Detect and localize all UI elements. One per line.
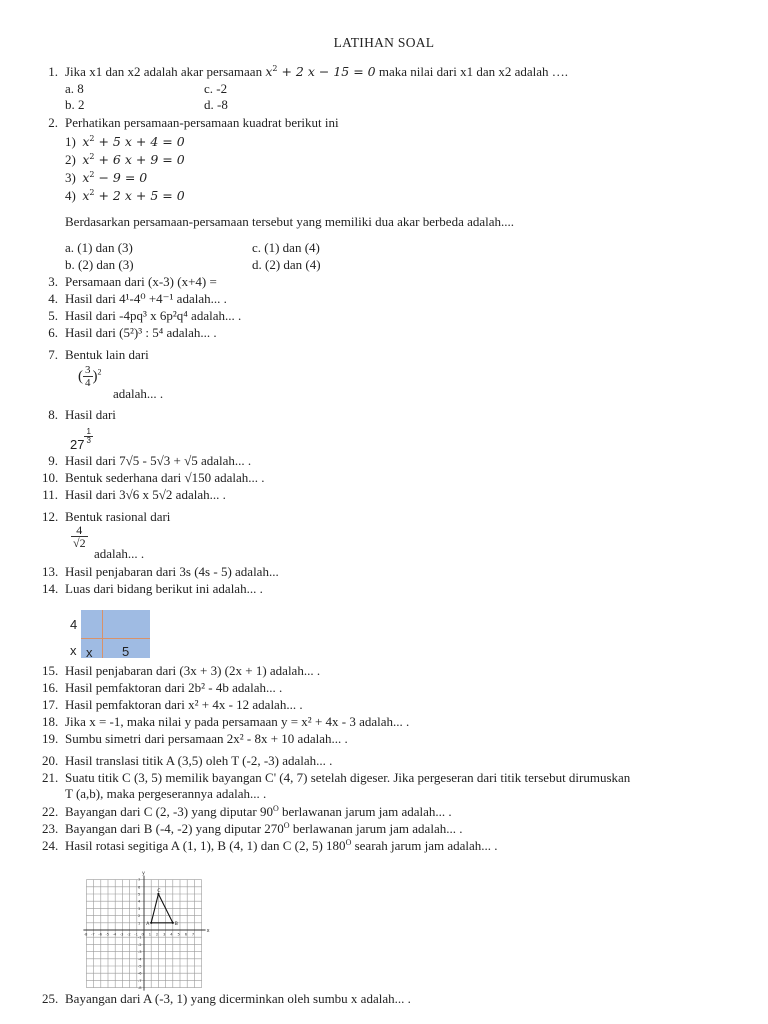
option-a: a. (1) dan (3)	[65, 240, 133, 255]
label-x-bottom: x	[86, 645, 93, 660]
y-tick-label: 3	[138, 906, 141, 911]
question-number: 7.	[48, 347, 58, 362]
y-tick-label: -7	[138, 978, 142, 983]
vertex-label: A	[146, 921, 150, 927]
question-number: 10.	[42, 470, 59, 485]
question-text: Bentuk rasional dari	[65, 509, 171, 524]
divider-horizontal	[81, 638, 150, 639]
y-tick-label: -3	[138, 950, 142, 955]
x-tick-label: -6	[98, 932, 102, 937]
question-number: 3.	[48, 274, 58, 289]
x-tick-label: -8	[83, 932, 88, 937]
question-number: 21.	[42, 770, 59, 785]
question-number: 20.	[42, 753, 59, 768]
x-tick-label: -7	[91, 932, 95, 937]
question-number: 23.	[42, 821, 59, 836]
question-text: Hasil dari	[65, 407, 116, 422]
option-b: b. (2) dan (3)	[65, 257, 134, 272]
y-tick-label: 5	[138, 892, 141, 897]
x-tick-label: -1	[134, 932, 138, 937]
question-text: Hasil dari 4¹-4⁰ +4⁻¹ adalah... .	[65, 291, 227, 306]
page-title: LATIHAN SOAL	[333, 35, 435, 50]
x-tick-label: -3	[119, 932, 124, 937]
question-text: Perhatikan persamaan-persamaan kuadrat berikut ini	[65, 115, 339, 130]
vertex-label: B	[174, 921, 178, 927]
question-number: 11.	[42, 487, 58, 502]
question-text-cont: maka nilai dari x1 dan x2 adalah ….	[378, 64, 569, 79]
y-tick-label: -4	[138, 957, 142, 962]
question-number: 24.	[42, 838, 59, 853]
y-axis-label: y	[142, 870, 145, 877]
question-text-cont: adalah... .	[113, 386, 164, 401]
question-text: Hasil dari -4pq³ x 6p²q⁴ adalah... .	[65, 308, 242, 323]
question-text: Bayangan dari C (2, -3) yang diputar $90^O$ berlawanan jarum jam adalah... .	[65, 804, 452, 819]
question-text: Suatu titik C (3, 5) memilik bayangan C' (4, 7) setelah digeser. Jika pergeseran dari titik tersebut dirumuskan	[65, 770, 631, 785]
option-b: b. 2	[65, 97, 85, 112]
question-text: Hasil dari 3√6 x 5√2 adalah... .	[65, 487, 226, 502]
x-tick-label: 6	[184, 932, 187, 937]
question-text: Luas dari bidang berikut ini adalah... .	[65, 581, 263, 596]
x-tick-label: -5	[105, 932, 110, 937]
option-a: a. 8	[65, 81, 84, 96]
question-number: 1.	[48, 64, 58, 79]
y-tick-label: 4	[138, 899, 141, 904]
label-4: 4	[70, 617, 78, 632]
fraction-expression: ( $\frac{3}{4}$ )$^2$	[78, 364, 102, 389]
question-text: Bayangan dari B (-4, -2) yang diputar $270^O$ berlawanan jarum jam adalah... .	[65, 821, 463, 836]
option-d: d. (2) dan (4)	[252, 257, 321, 272]
question-text: Bentuk lain dari	[65, 347, 149, 362]
question-text: Jika x1 dan x2 adalah akar persamaan	[65, 64, 263, 79]
triangle-vertex	[172, 922, 174, 924]
y-tick-label: -8	[138, 986, 142, 991]
label-5: 5	[122, 644, 130, 659]
question-text: Hasil rotasi segitiga A (1, 1), B (4, 1) dan C (2, 5) $180^O$ searah jarum jam adalah... .	[65, 838, 498, 853]
question-number: 16.	[42, 680, 59, 695]
question-number: 2.	[48, 115, 58, 130]
question-text-cont: T (a,b), maka pergeserannya adalah... .	[65, 786, 267, 801]
equation-item: 2) $x^2 + 6$ x + 9 = 0	[65, 152, 185, 167]
y-tick-label: -5	[138, 964, 142, 969]
equation-item: 4) $x^2 + 2$ x + 5 = 0	[65, 188, 185, 203]
question-number: 5.	[48, 308, 58, 323]
x-tick-label: 2	[155, 932, 159, 937]
label-x-left: x	[70, 643, 77, 658]
question-number: 14.	[42, 581, 59, 596]
question-number: 25.	[42, 991, 59, 1006]
option-d: d. -8	[204, 97, 228, 112]
question-number: 12.	[42, 509, 59, 524]
question-number: 18.	[42, 714, 59, 729]
y-tick-label: 1	[138, 921, 141, 926]
question-number: 17.	[42, 697, 59, 712]
power-expression: 27 $\frac{1}{3}$	[70, 427, 91, 452]
x-tick-label: 7	[191, 932, 195, 937]
option-c: c. (1) dan (4)	[252, 240, 320, 255]
y-tick-label: 7	[138, 878, 141, 883]
question-number: 9.	[48, 453, 58, 468]
question-text: Hasil penjabaran dari 3s (4s - 5) adalah...	[65, 564, 279, 579]
equation: $x^2 + 2$ x − 15 = 0	[265, 64, 376, 79]
question-number: 4.	[48, 291, 58, 306]
question-number: 22.	[42, 804, 59, 819]
question-number: 15.	[42, 663, 59, 678]
vertex-label: C	[157, 889, 161, 894]
x-tick-label: -2	[127, 932, 131, 937]
equation-item: 1) $x^2 + 5$ x + 4 = 0	[65, 134, 185, 149]
equation-item: 3) $x^2 - 9 = 0$	[65, 170, 148, 185]
question-text: Persamaan dari (x-3) (x+4) =	[65, 274, 217, 289]
y-tick-label: -1	[138, 935, 142, 940]
y-tick-label: -2	[138, 942, 142, 947]
x-tick-label: 4	[170, 932, 173, 937]
question-number: 13.	[42, 564, 59, 579]
x-tick-label: 3	[163, 932, 166, 937]
question-text: Berdasarkan persamaan-persamaan tersebut yang memiliki dua akar berbeda adalah....	[65, 214, 515, 229]
x-tick-label: 1	[148, 932, 151, 937]
question-text: Sumbu simetri dari persamaan 2x² - 8x + 10 adalah... .	[65, 731, 348, 746]
coordinate-graph	[78, 868, 210, 991]
x-tick-label: 0	[141, 932, 144, 937]
x-axis-label: x	[206, 928, 210, 934]
option-c: c. -2	[204, 81, 228, 96]
x-tick-label: 5	[177, 932, 180, 937]
question-text: Hasil penjabaran dari (3x + 3) (2x + 1) adalah... .	[65, 663, 321, 678]
question-text: Bentuk sederhana dari √150 adalah... .	[65, 470, 265, 485]
question-text: Hasil dari (5²)³ : 5⁴ adalah... .	[65, 325, 217, 340]
divider-vertical	[102, 610, 103, 658]
question-number: 6.	[48, 325, 58, 340]
y-tick-label: 6	[138, 885, 141, 890]
question-text: Hasil translasi titik A (3,5) oleh T (-2, -3) adalah... .	[65, 753, 333, 768]
question-number: 8.	[48, 407, 58, 422]
question-text: Hasil pemfaktoran dari 2b² - 4b adalah... .	[65, 680, 283, 695]
y-tick-label: 2	[138, 914, 141, 919]
triangle-vertex	[150, 922, 152, 924]
question-number: 19.	[42, 731, 59, 746]
y-tick-label: -6	[138, 971, 142, 976]
question-text-cont: adalah... .	[94, 546, 145, 561]
x-tick-label: -4	[112, 932, 117, 937]
question-text: Hasil dari 7√5 - 5√3 + √5 adalah... .	[65, 453, 252, 468]
question-text: Hasil pemfaktoran dari x² + 4x - 12 adalah... .	[65, 697, 303, 712]
fraction-expression: $\frac{4}{√2}$	[73, 523, 86, 550]
question-text: Jika x = -1, maka nilai y pada persamaan y = x² + 4x - 3 adalah... .	[65, 714, 410, 729]
question-text: Bayangan dari A (-3, 1) yang dicerminkan oleh sumbu x adalah... .	[65, 991, 411, 1006]
